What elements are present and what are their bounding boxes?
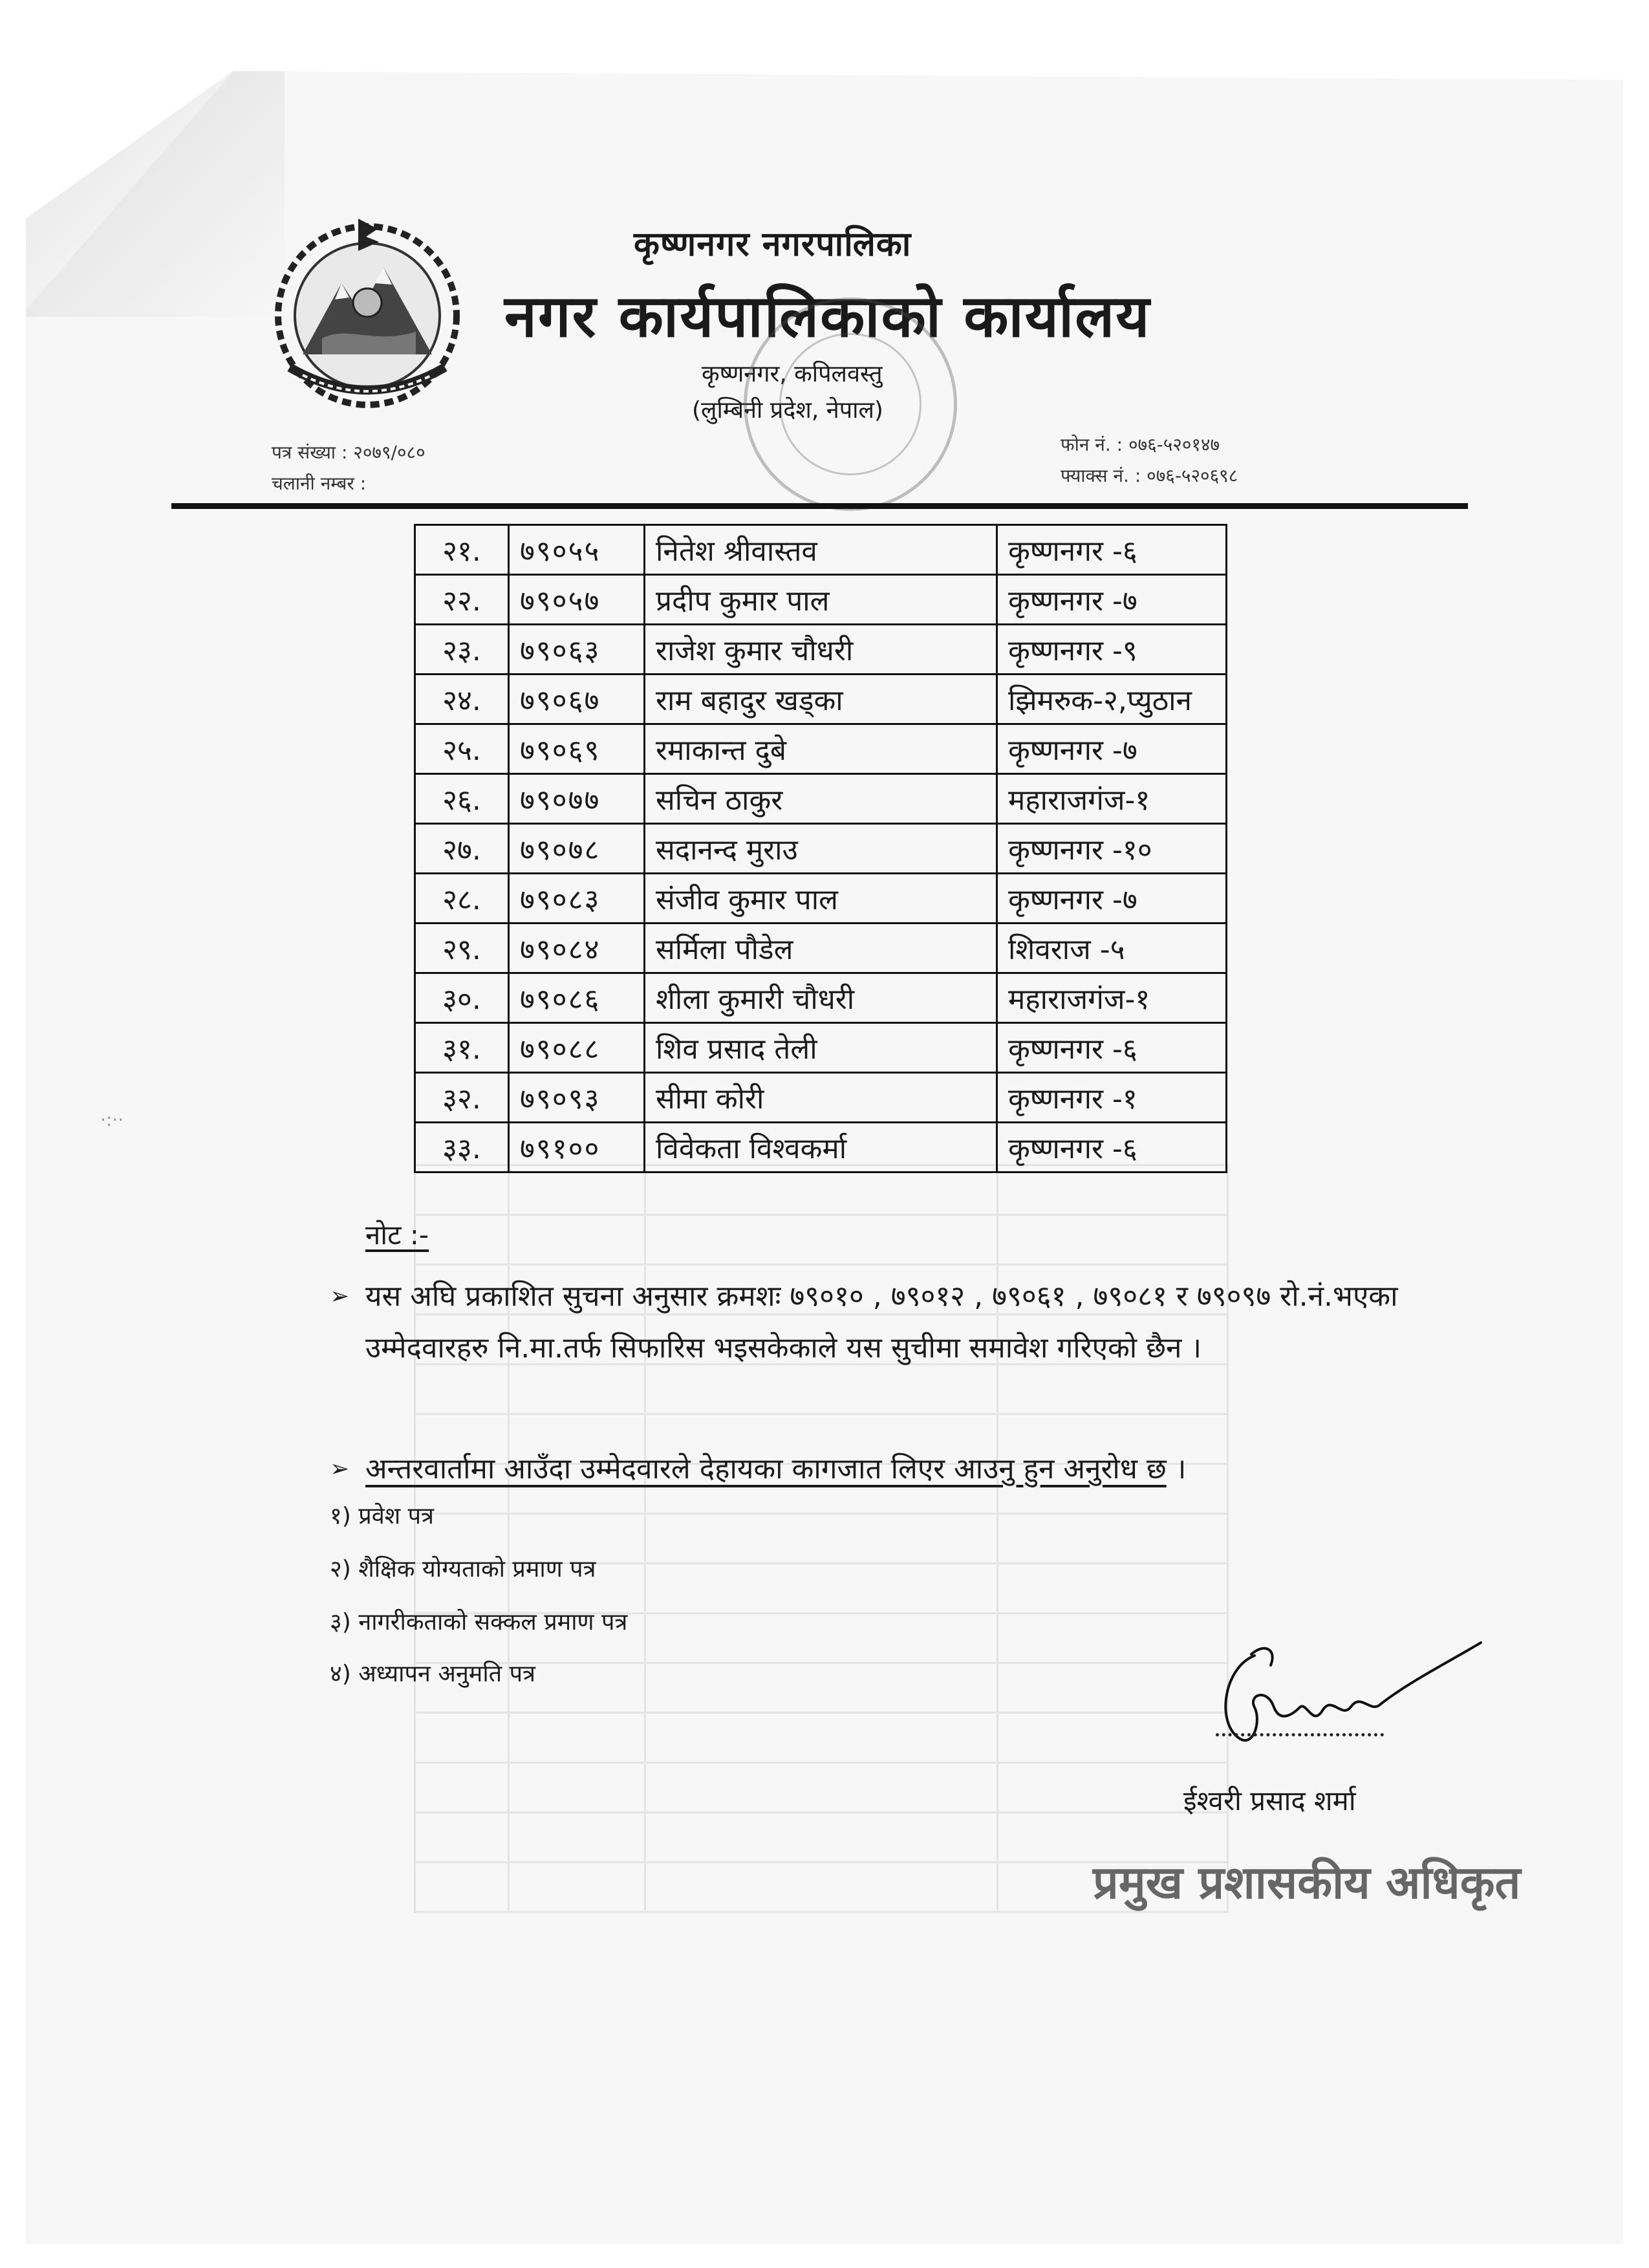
signature-line — [1216, 1733, 1384, 1736]
address-cell: कृष्णनगर -९ — [997, 625, 1227, 675]
roll-number-cell: ७९०८६ — [509, 973, 645, 1023]
candidate-name-cell: संजीव कुमार पाल — [645, 874, 997, 923]
serial-cell: ३१. — [415, 1023, 509, 1073]
note-bullet-text: अन्तरवार्तामा आउँदा उम्मेदवारले देहायका कागजात लिएर आउनु हुन अनुरोध छ — [365, 1453, 1167, 1485]
table-row — [415, 575, 1227, 625]
handwritten-signature — [1216, 1630, 1487, 1759]
table-row — [415, 625, 1227, 675]
roll-number-cell: ७९०५५ — [509, 525, 645, 575]
office-seal-inner-ring — [779, 333, 921, 475]
address-cell: कृष्णनगर -७ — [997, 724, 1227, 774]
nepal-emblem-icon — [264, 206, 471, 413]
serial-cell: २५. — [415, 724, 509, 774]
table-row — [415, 1123, 1227, 1172]
required-document-item: २) शैक्षिक योग्यताको प्रमाण पत्र — [330, 1556, 596, 1582]
dispatch-number: चलानी नम्बर : — [272, 473, 367, 494]
signatory-name: ईश्वरी प्रसाद शर्मा — [1183, 1785, 1356, 1817]
candidate-name-cell: प्रदीप कुमार पाल — [645, 575, 997, 625]
candidate-name-cell: विवेकता विश्वकर्मा — [645, 1123, 997, 1172]
table-row — [415, 774, 1227, 824]
letter-number: पत्र संख्या : २०७९/०८० — [272, 442, 426, 463]
roll-number-cell: ७९०६७ — [509, 675, 645, 724]
address-cell: कृष्णनगर -१ — [997, 1073, 1227, 1123]
note-bullet-documents — [330, 1443, 1406, 1495]
table-row — [415, 1023, 1227, 1073]
serial-cell: २४. — [415, 675, 509, 724]
candidate-name-cell: नितेश श्रीवास्तव — [645, 525, 997, 575]
table-row — [415, 923, 1227, 973]
office-location: कृष्णनगर, कपिलवस्तु — [702, 361, 883, 387]
serial-cell: २३. — [415, 625, 509, 675]
candidate-name-cell: राजेश कुमार चौधरी — [645, 625, 997, 675]
address-cell: महाराजगंज-१ — [997, 774, 1227, 824]
candidate-name-cell: रमाकान्त दुबे — [645, 724, 997, 774]
table-row — [415, 724, 1227, 774]
address-cell: झिमरुक-२,प्युठान — [997, 675, 1227, 724]
roll-number-cell: ७९०७७ — [509, 774, 645, 824]
candidate-list-table — [414, 524, 1227, 1173]
note-bullet-excluded — [330, 1271, 1406, 1374]
candidate-name-cell: शीला कुमारी चौधरी — [645, 973, 997, 1023]
roll-number-cell: ७९०९३ — [509, 1073, 645, 1123]
serial-cell: ३३. — [415, 1123, 509, 1172]
serial-cell: २८. — [415, 874, 509, 923]
table-row — [415, 973, 1227, 1023]
table-row — [415, 874, 1227, 923]
address-cell: कृष्णनगर -७ — [997, 874, 1227, 923]
header-divider — [171, 503, 1468, 509]
office-province: (लुम्बिनी प्रदेश, नेपाल) — [692, 397, 883, 424]
note-heading: नोट :- — [365, 1219, 429, 1251]
table-row — [415, 824, 1227, 874]
candidate-name-cell: सचिन ठाकुर — [645, 774, 997, 824]
address-cell: शिवराज -५ — [997, 923, 1227, 973]
roll-number-cell: ७९०८३ — [509, 874, 645, 923]
roll-number-cell: ७९०६९ — [509, 724, 645, 774]
folded-corner-shadow — [26, 71, 285, 317]
fax-number: फ्याक्स नं. : ०७६-५२०६९८ — [1061, 465, 1238, 486]
serial-cell: २१. — [415, 525, 509, 575]
table-row — [415, 675, 1227, 724]
arrow-bullet-icon: ➢ — [330, 1283, 350, 1310]
table-row — [415, 1073, 1227, 1123]
note-bullet-end: । — [1166, 1453, 1187, 1485]
required-document-item: ४) अध्यापन अनुमति पत्र — [330, 1661, 535, 1687]
roll-number-cell: ७९०८८ — [509, 1023, 645, 1073]
serial-cell: ३०. — [415, 973, 509, 1023]
candidate-name-cell: राम बहादुर खड्का — [645, 675, 997, 724]
address-cell: कृष्णनगर -६ — [997, 1123, 1227, 1172]
serial-cell: २२. — [415, 575, 509, 625]
serial-cell: २६. — [415, 774, 509, 824]
signatory-designation-stamp: प्रमुख प्रशासकीय अधिकृत — [1093, 1856, 1521, 1909]
serial-cell: २९. — [415, 923, 509, 973]
office-title: नगर कार्यपालिकाको कार्यालय — [504, 283, 1151, 351]
roll-number-cell: ७९१०० — [509, 1123, 645, 1172]
address-cell: कृष्णनगर -७ — [997, 575, 1227, 625]
serial-cell: २७. — [415, 824, 509, 874]
address-cell: कृष्णनगर -६ — [997, 525, 1227, 575]
municipality-name: कृष्णनगर नगरपालिका — [634, 225, 912, 264]
scan-speck: ·:·· — [100, 1109, 124, 1130]
note-bullet-text: यस अघि प्रकाशित सुचना अनुसार क्रमशः ७९०१० , ७९०१२ , ७९०६१ , ७९०८१ र ७९०९७ रो.नं.भएका उम्मेदवारहरु नि.मा.तर्फ सिफारिस भइसकेकाले यस सुचीमा समावेश गरिएको छैन । — [365, 1280, 1398, 1365]
required-document-item: ३) नागरीकताको सक्कल प्रमाण पत्र — [330, 1609, 628, 1636]
arrow-bullet-icon: ➢ — [330, 1456, 350, 1482]
required-document-item: १) प्रवेश पत्र — [330, 1503, 434, 1529]
address-cell: कृष्णनगर -६ — [997, 1023, 1227, 1073]
candidate-name-cell: सदानन्द मुराउ — [645, 824, 997, 874]
roll-number-cell: ७९०६३ — [509, 625, 645, 675]
phone-number: फोन नं. : ०७६-५२०१४७ — [1061, 434, 1220, 455]
serial-cell: ३२. — [415, 1073, 509, 1123]
address-cell: कृष्णनगर -१० — [997, 824, 1227, 874]
address-cell: महाराजगंज-१ — [997, 973, 1227, 1023]
candidate-name-cell: सीमा कोरी — [645, 1073, 997, 1123]
roll-number-cell: ७९०५७ — [509, 575, 645, 625]
table-row — [415, 525, 1227, 575]
candidate-name-cell: सर्मिला पौडेल — [645, 923, 997, 973]
roll-number-cell: ७९०८४ — [509, 923, 645, 973]
candidate-name-cell: शिव प्रसाद तेली — [645, 1023, 997, 1073]
roll-number-cell: ७९०७८ — [509, 824, 645, 874]
